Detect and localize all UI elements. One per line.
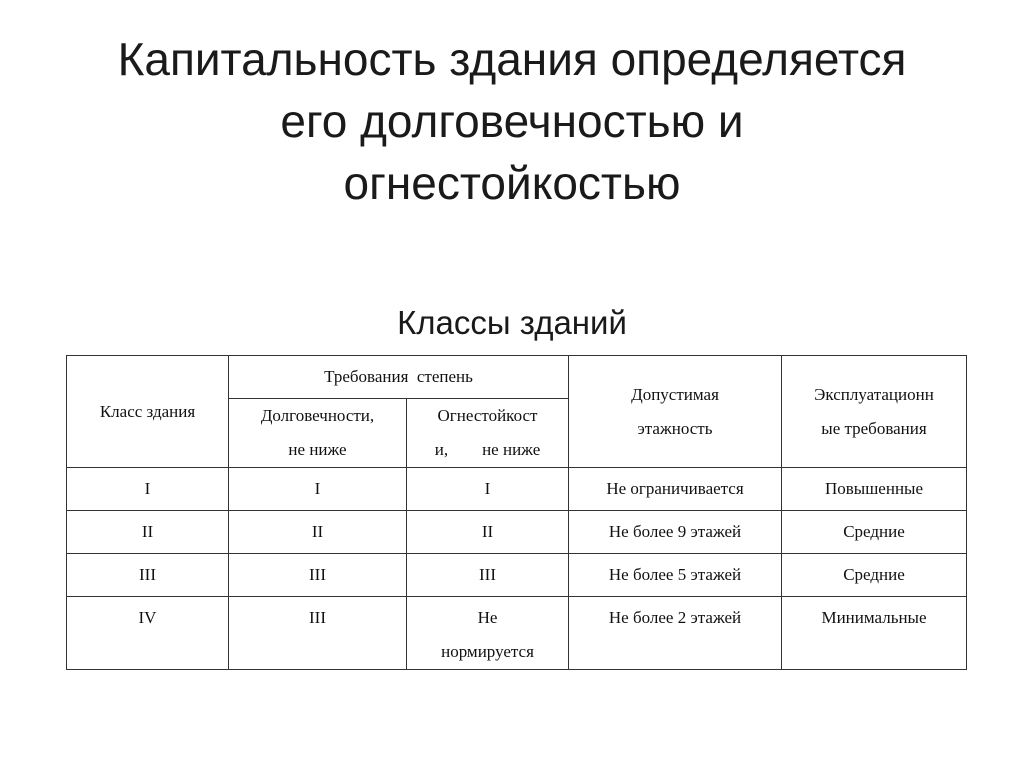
- table-row: [67, 468, 967, 511]
- cell-operation: Средние: [782, 511, 967, 554]
- header-fire-line: и, не ниже: [434, 440, 541, 459]
- cell-operation: Минимальные: [782, 597, 967, 670]
- table-caption: Классы зданий: [397, 304, 627, 341]
- cell-durability: III: [229, 554, 407, 597]
- header-floors-line: Допустимая: [631, 384, 719, 404]
- cell-fire: [407, 597, 569, 670]
- table-row: [67, 554, 967, 597]
- cell-floors: Не более 2 этажей: [569, 597, 782, 670]
- table-header-row: [67, 356, 967, 399]
- header-operation: [782, 356, 967, 468]
- cell-floors: Не более 5 этажей: [569, 554, 782, 597]
- cell-class: II: [67, 511, 229, 554]
- slide-title: [0, 28, 1024, 214]
- cell-class: IV: [67, 597, 229, 670]
- cell-class: I: [67, 468, 229, 511]
- header-operation-line: Эксплуатационн: [814, 384, 934, 404]
- cell-fire-line: нормируется: [441, 642, 534, 661]
- cell-operation: Средние: [782, 554, 967, 597]
- cell-fire: II: [407, 511, 569, 554]
- header-durability: [229, 399, 407, 468]
- header-requirements-label: Требования степень: [324, 367, 473, 386]
- header-fire-line: Огнестойкост: [437, 406, 538, 425]
- cell-durability: II: [229, 511, 407, 554]
- cell-class: III: [67, 554, 229, 597]
- cell-durability: I: [229, 468, 407, 511]
- cell-durability: III: [229, 597, 407, 670]
- cell-operation: Повышенные: [782, 468, 967, 511]
- slide-title-line: огнестойкостью: [343, 157, 681, 209]
- cell-floors: Не ограничивается: [569, 468, 782, 511]
- slide-title-line: его долговечностью и: [280, 95, 744, 147]
- table-row: [67, 597, 967, 670]
- table-row: [67, 511, 967, 554]
- cell-floors: Не более 9 этажей: [569, 511, 782, 554]
- slide-title-line: Капитальность здания определяется: [117, 33, 907, 85]
- header-floors: [569, 356, 782, 468]
- building-classes-table: [66, 355, 967, 670]
- cell-fire: III: [407, 554, 569, 597]
- header-operation-line: ые требования: [821, 418, 927, 438]
- header-durability-line: Долговечности,: [260, 406, 375, 425]
- header-fire-resistance: [407, 399, 569, 468]
- header-class-label: Класс здания: [99, 401, 196, 421]
- cell-fire-line: Не: [477, 608, 498, 627]
- header-floors-line: этажность: [637, 418, 713, 438]
- header-durability-line: не ниже: [288, 440, 347, 459]
- header-requirements: [229, 356, 569, 399]
- cell-fire: I: [407, 468, 569, 511]
- header-class: [67, 356, 229, 468]
